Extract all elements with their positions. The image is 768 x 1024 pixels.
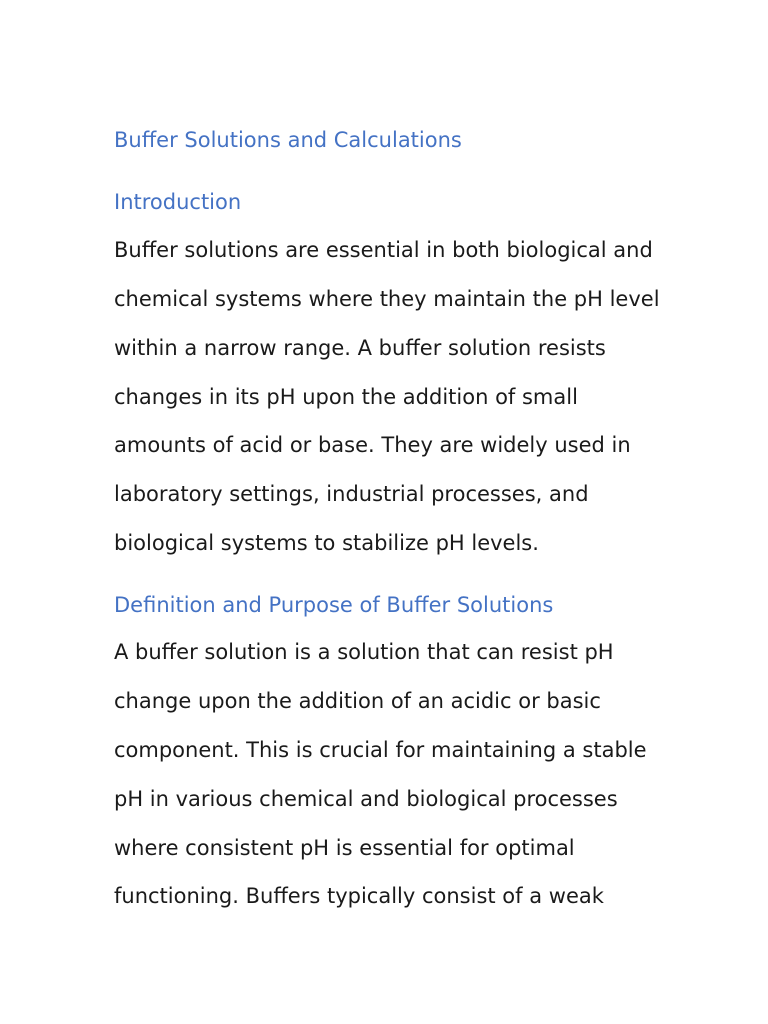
intro-line: Buffer solutions are essential in both biological and — [114, 238, 653, 262]
definition-line: pH in various chemical and biological processes — [114, 787, 618, 811]
definition-line: functioning. Buffers typically consist of a weak — [114, 884, 604, 908]
intro-line: within a narrow range. A buffer solution resists — [114, 336, 606, 360]
document-title: Buffer Solutions and Calculations — [114, 128, 462, 152]
definition-line: where consistent pH is essential for optimal — [114, 836, 575, 860]
intro-line: amounts of acid or base. They are widely used in — [114, 433, 631, 457]
intro-line: changes in its pH upon the addition of small — [114, 385, 578, 409]
definition-line: change upon the addition of an acidic or basic — [114, 689, 601, 713]
intro-line: chemical systems where they maintain the pH level — [114, 287, 660, 311]
definition-line: component. This is crucial for maintaining a stable — [114, 738, 647, 762]
section-heading-introduction: Introduction — [114, 190, 242, 214]
intro-line: biological systems to stabilize pH levels. — [114, 531, 539, 555]
section-heading-definition: Definition and Purpose of Buffer Solutions — [114, 593, 554, 617]
intro-line: laboratory settings, industrial processes, and — [114, 482, 589, 506]
definition-line: A buffer solution is a solution that can resist pH — [114, 640, 614, 664]
